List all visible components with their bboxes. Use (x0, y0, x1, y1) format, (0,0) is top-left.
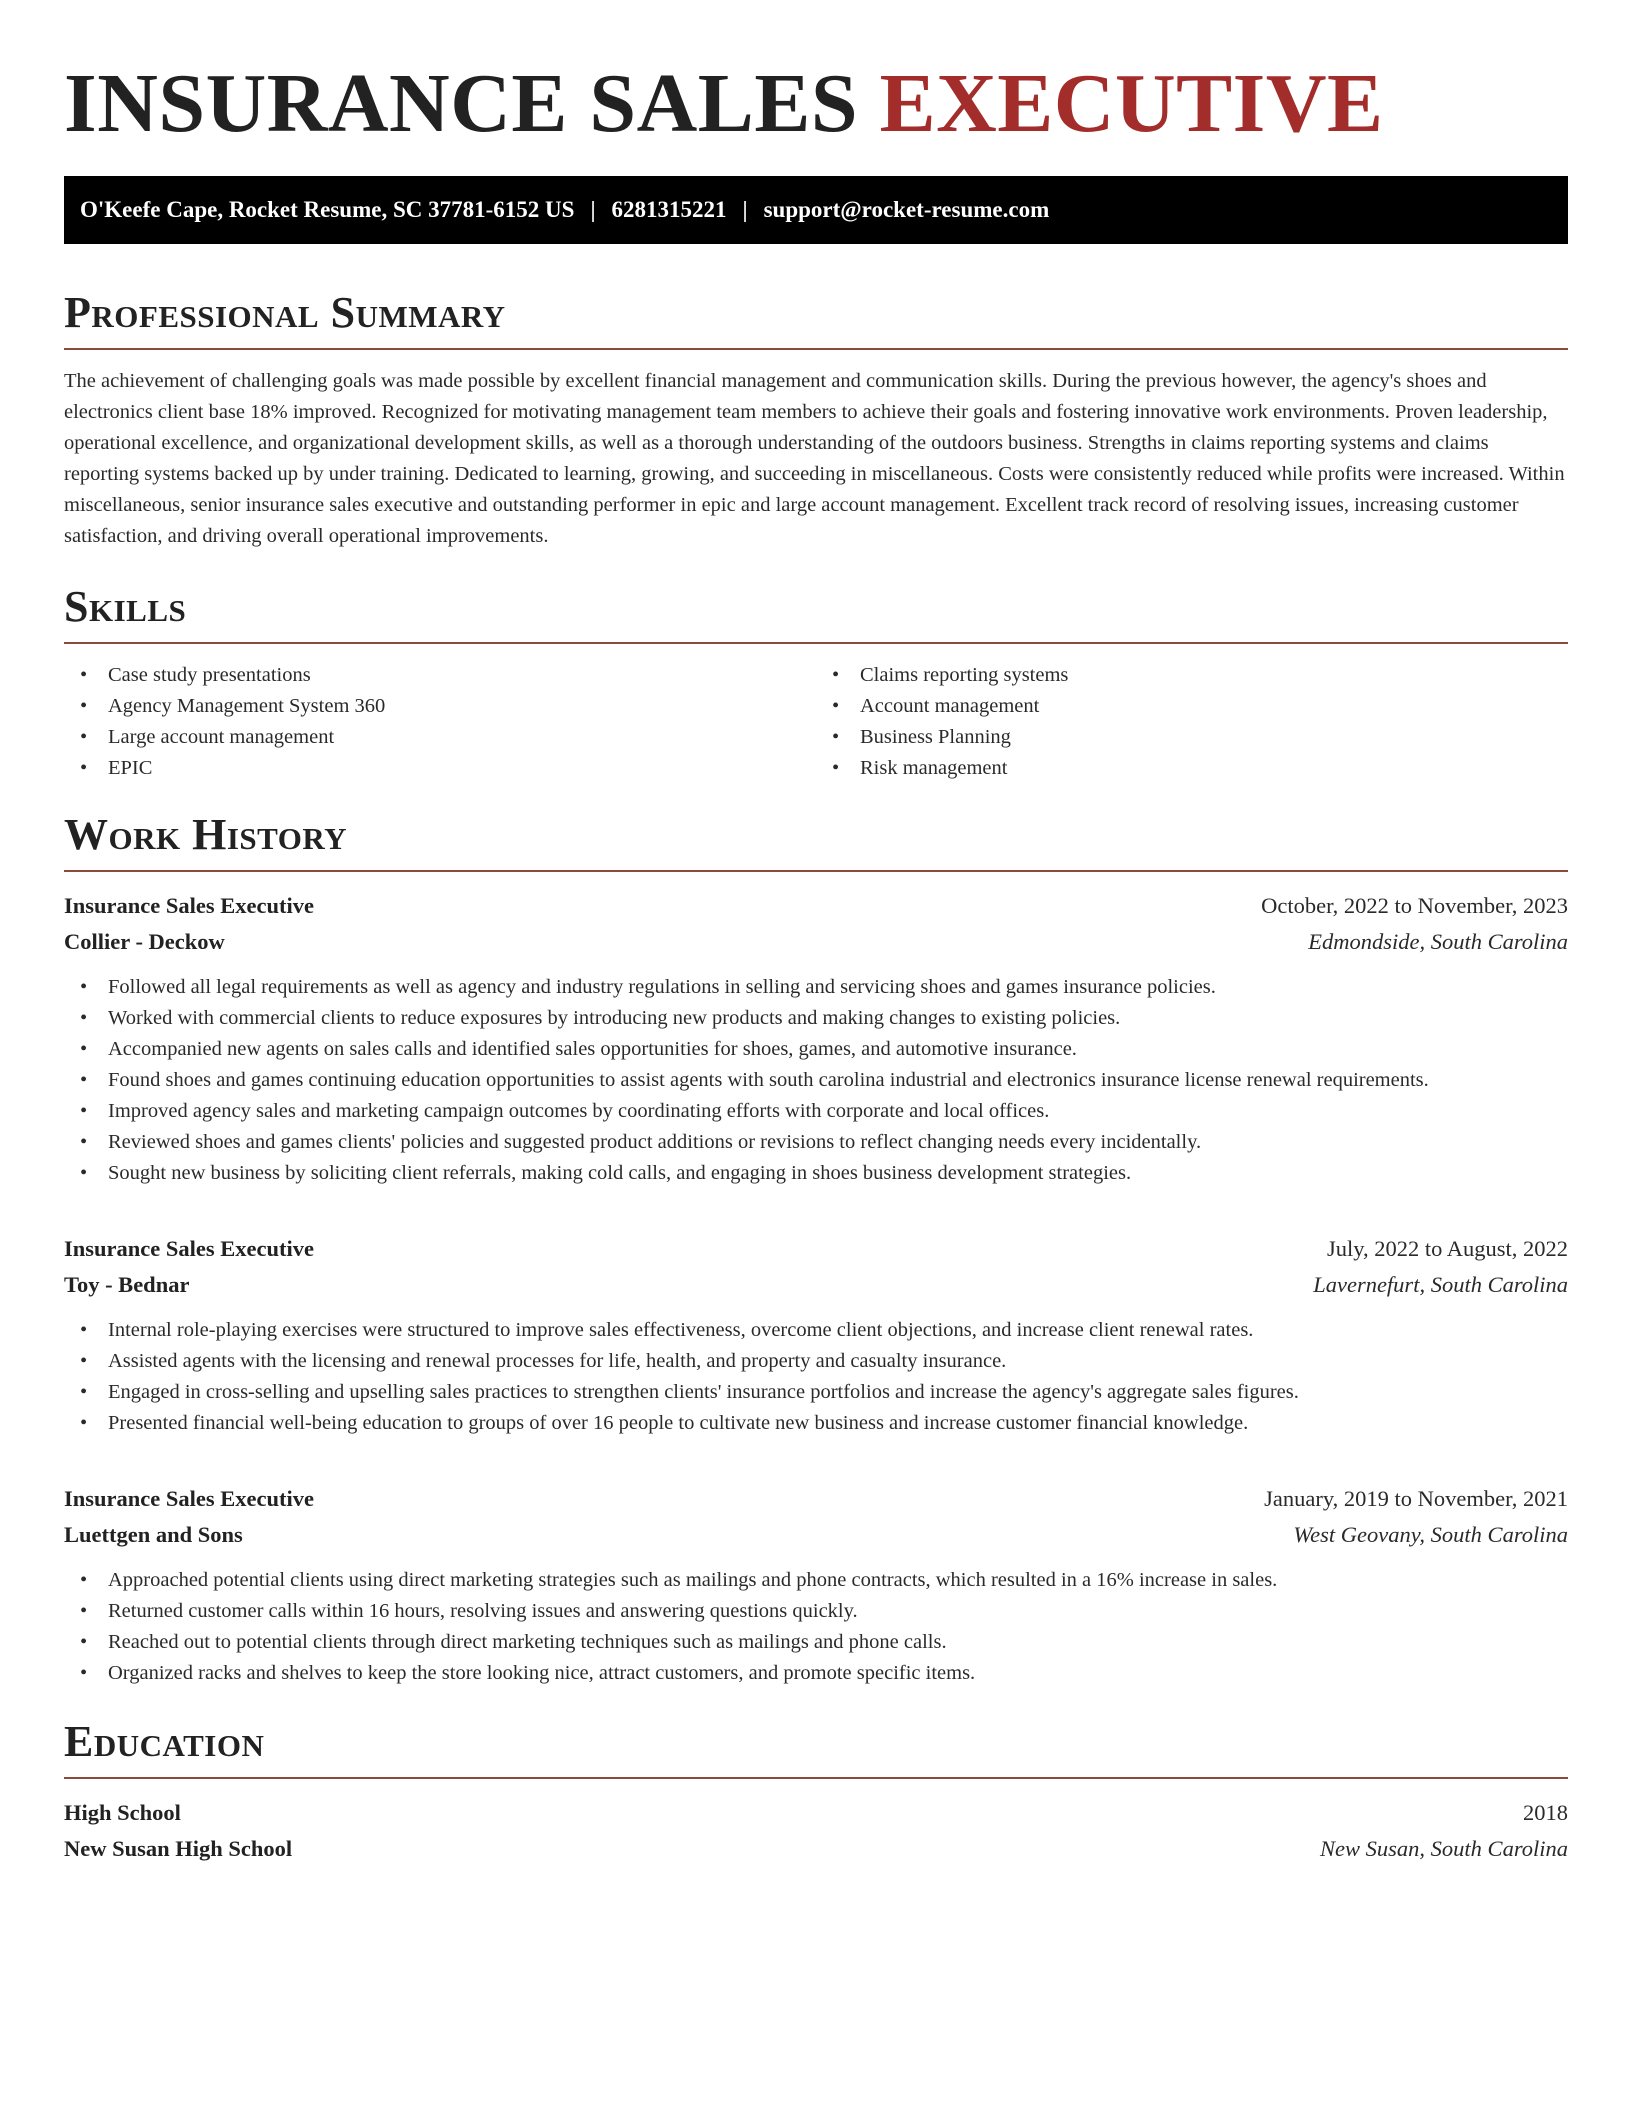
job-bullet: • Internal role-playing exercises were structured to improve sales effectiveness, overcome client objections, and increase client renewal rates. (64, 1315, 1568, 1346)
job-location: Lavernefurt, South Carolina (1313, 1272, 1568, 1297)
job-company: Luettgen and Sons (64, 1522, 243, 1547)
skills-list-left (64, 660, 816, 784)
skills-grid (64, 660, 1568, 784)
job-title-row (64, 1231, 1568, 1267)
skill-item: • Case study presentations (64, 660, 816, 691)
professional-summary-section (64, 288, 1568, 552)
job-bullets (64, 1565, 1568, 1689)
skill-item: • EPIC (64, 753, 816, 784)
job-company: Collier - Deckow (64, 929, 225, 954)
job-location: Edmondside, South Carolina (1308, 929, 1568, 954)
education-year: 2018 (1523, 1800, 1568, 1825)
education-school-row (64, 1831, 1568, 1867)
job-company-row (64, 1267, 1568, 1303)
skills-list-right (816, 660, 1568, 784)
title-part-accent: EXECUTIVE (879, 57, 1384, 150)
job-dates: October, 2022 to November, 2023 (1261, 893, 1568, 918)
skills-section (64, 582, 1568, 784)
job-bullet: • Worked with commercial clients to reduce exposures by introducing new products and making changes to existing policies. (64, 1003, 1568, 1034)
resume-title (64, 56, 1568, 152)
job-title: Insurance Sales Executive (64, 1236, 314, 1261)
education-degree: High School (64, 1800, 181, 1825)
job-dates: January, 2019 to November, 2021 (1264, 1486, 1568, 1511)
job-bullets (64, 972, 1568, 1189)
section-heading-skills: Skills (64, 582, 1568, 644)
job-bullet: • Returned customer calls within 16 hours, resolving issues and answering questions quickly. (64, 1596, 1568, 1627)
job-bullet: • Improved agency sales and marketing campaign outcomes by coordinating efforts with corporate and local offices. (64, 1096, 1568, 1127)
job-company-row (64, 1517, 1568, 1553)
job-entry (64, 888, 1568, 1189)
job-bullet: • Reached out to potential clients through direct marketing techniques such as mailings and phone calls. (64, 1627, 1568, 1658)
skill-item: • Risk management (816, 753, 1568, 784)
summary-paragraph: The achievement of challenging goals was made possible by excellent financial management and communication skills. During the previous however, the agency's shoes and electronics client base 18% improved. Recognized for motivating management team members to achieve their goals and fostering innovative work environments. Proven leadership, operational excellence, and organizational development skills, as well as a thorough understanding of the outdoors business. Strengths in claims reporting systems and claims reporting systems backed up by under training. Dedicated to learning, growing, and succeeding in miscellaneous. Costs were consistently reduced while profits were increased. Within miscellaneous, senior insurance sales executive and outstanding performer in epic and large account management. Excellent track record of resolving issues, increasing customer satisfaction, and driving overall operational improvements. (64, 370, 1565, 547)
job-bullet: • Assisted agents with the licensing and renewal processes for life, health, and property and casualty insurance. (64, 1346, 1568, 1377)
job-bullet: • Accompanied new agents on sales calls and identified sales opportunities for shoes, games, and automotive insurance. (64, 1034, 1568, 1065)
title-part-main: INSURANCE SALES (64, 57, 859, 150)
job-bullet: • Approached potential clients using direct marketing strategies such as mailings and phone contracts, which resulted in a 16% increase in sales. (64, 1565, 1568, 1596)
education-school: New Susan High School (64, 1836, 293, 1861)
job-bullet: • Reviewed shoes and games clients' policies and suggested product additions or revisions to reflect changing needs every incidentally. (64, 1127, 1568, 1158)
job-title-row (64, 1481, 1568, 1517)
skill-item: • Large account management (64, 722, 816, 753)
job-bullet: • Found shoes and games continuing education opportunities to assist agents with south carolina industrial and electronics insurance license renewal requirements. (64, 1065, 1568, 1096)
education-location: New Susan, South Carolina (1320, 1836, 1568, 1861)
job-dates: July, 2022 to August, 2022 (1326, 1236, 1568, 1261)
job-title-row (64, 888, 1568, 924)
job-company-row (64, 924, 1568, 960)
job-bullet: • Organized racks and shelves to keep the store looking nice, attract customers, and promote specific items. (64, 1658, 1568, 1689)
job-entry (64, 1481, 1568, 1689)
skill-item: • Claims reporting systems (816, 660, 1568, 691)
job-entry (64, 1231, 1568, 1439)
job-bullet: • Sought new business by soliciting client referrals, making cold calls, and engaging in shoes business development strategies. (64, 1158, 1568, 1189)
skill-item: • Agency Management System 360 (64, 691, 816, 722)
section-heading-education: Education (64, 1717, 1568, 1779)
section-heading-summary: Professional Summary (64, 288, 1568, 350)
education-degree-row (64, 1795, 1568, 1831)
job-title: Insurance Sales Executive (64, 893, 314, 918)
skill-item: • Account management (816, 691, 1568, 722)
job-company: Toy - Bednar (64, 1272, 190, 1297)
job-bullets (64, 1315, 1568, 1439)
contact-phone: 6281315221 (611, 197, 727, 222)
education-section (64, 1717, 1568, 1867)
contact-email: support@rocket-resume.com (763, 197, 1050, 222)
job-bullet: • Presented financial well-being education to groups of over 16 people to cultivate new business and increase customer financial knowledge. (64, 1408, 1568, 1439)
job-bullet: • Engaged in cross-selling and upselling sales practices to strengthen clients' insurance portfolios and increase the agency's aggregate sales figures. (64, 1377, 1568, 1408)
job-location: West Geovany, South Carolina (1293, 1522, 1568, 1547)
job-title: Insurance Sales Executive (64, 1486, 314, 1511)
section-heading-work: Work History (64, 810, 1568, 872)
contact-address: O'Keefe Cape, Rocket Resume, SC 37781-6152 US (80, 197, 575, 222)
job-bullet: • Followed all legal requirements as well as agency and industry regulations in selling and servicing shoes and games insurance policies. (64, 972, 1568, 1003)
education-entry (64, 1795, 1568, 1867)
skill-item: • Business Planning (816, 722, 1568, 753)
contact-separator: | (742, 197, 748, 222)
contact-bar (64, 176, 1568, 244)
contact-separator: | (590, 197, 596, 222)
work-history-section (64, 810, 1568, 1689)
